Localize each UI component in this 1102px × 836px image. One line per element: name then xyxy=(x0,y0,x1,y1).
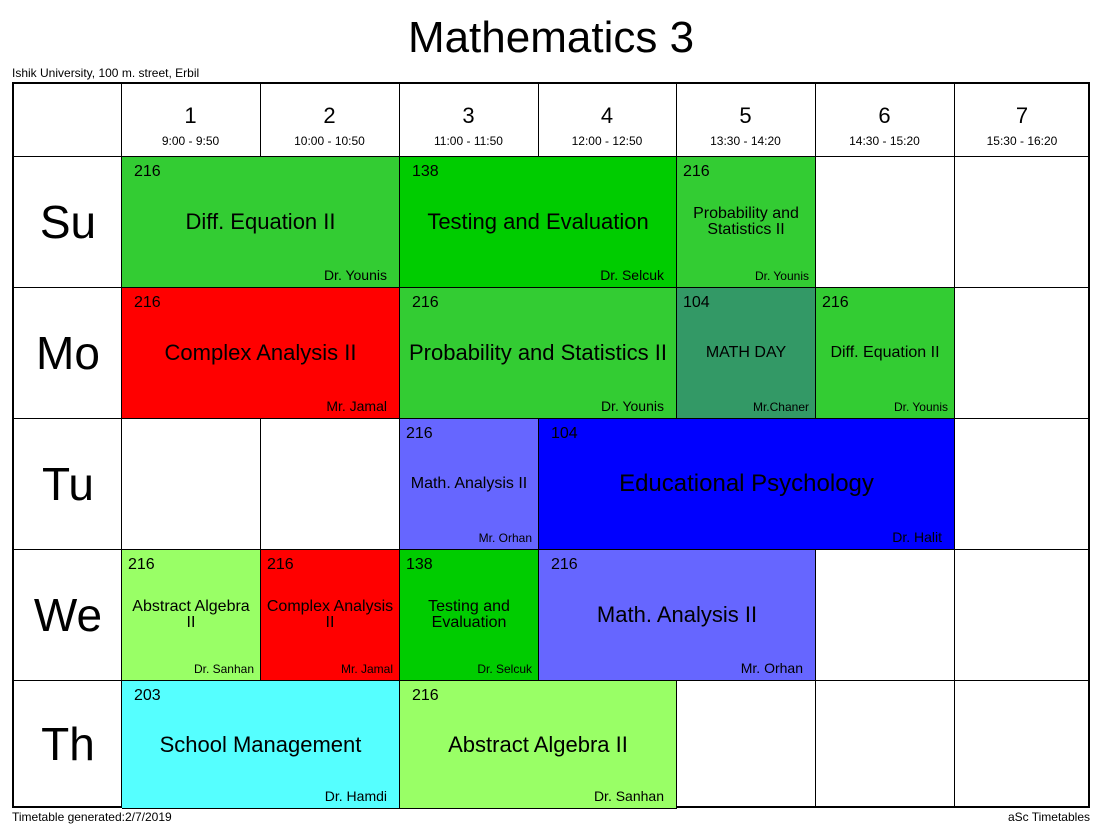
period-header xyxy=(399,84,538,156)
lesson-room: 216 xyxy=(822,294,849,311)
lesson-subject: Math. Analysis II xyxy=(410,475,528,492)
lesson-card[interactable] xyxy=(122,288,400,419)
lesson-card[interactable] xyxy=(122,681,400,809)
lesson-subject: MATH DAY xyxy=(705,344,787,361)
lesson-room: 104 xyxy=(551,425,578,442)
lesson-teacher: Dr. Halit xyxy=(892,529,942,545)
lesson-room: 216 xyxy=(683,163,710,180)
lesson-teacher: Dr. Younis xyxy=(600,398,664,414)
period-number: 3 xyxy=(462,103,475,128)
lesson-room: 138 xyxy=(406,556,433,573)
lesson-card[interactable] xyxy=(677,288,816,419)
period-number: 5 xyxy=(739,103,752,128)
generator-credit: aSc Timetables xyxy=(1007,810,1090,824)
lesson-room: 216 xyxy=(267,556,294,573)
lesson-teacher: Mr. Orhan xyxy=(478,531,532,545)
period-number: 6 xyxy=(878,103,891,128)
lesson-card[interactable] xyxy=(539,550,816,681)
period-time: 10:00 - 10:50 xyxy=(294,134,365,148)
timetable-title: Mathematics 3 xyxy=(407,13,695,62)
lesson-teacher: Mr. Orhan xyxy=(740,660,803,676)
day-label: Mo xyxy=(36,326,100,379)
period-header xyxy=(260,84,399,156)
lesson-teacher: Dr. Selcuk xyxy=(600,267,664,283)
lesson-room: 216 xyxy=(406,425,433,442)
institution-address: Ishik University, 100 m. street, Erbil xyxy=(12,66,200,80)
lesson-teacher: Mr.Chaner xyxy=(752,400,809,414)
lesson-card[interactable] xyxy=(677,157,816,288)
period-time: 15:30 - 16:20 xyxy=(986,134,1058,148)
lesson-teacher: Dr. Hamdi xyxy=(324,788,387,804)
lesson-room: 216 xyxy=(134,163,161,180)
lesson-card[interactable] xyxy=(400,288,677,419)
lesson-teacher: Dr. Younis xyxy=(323,267,387,283)
lesson-teacher: Mr. Jamal xyxy=(326,398,387,414)
period-header xyxy=(676,84,815,156)
period-time: 12:00 - 12:50 xyxy=(571,134,643,148)
lesson-teacher: Dr. Younis xyxy=(893,400,948,414)
period-time: 9:00 - 9:50 xyxy=(161,134,220,148)
period-time: 14:30 - 15:20 xyxy=(849,134,920,148)
timetable-grid xyxy=(12,82,1090,808)
lesson-card[interactable] xyxy=(539,419,955,550)
lesson-card[interactable] xyxy=(400,419,539,550)
lesson-card[interactable] xyxy=(122,550,261,681)
lesson-room: 203 xyxy=(134,687,161,704)
period-number: 7 xyxy=(1015,103,1029,128)
period-number: 2 xyxy=(323,103,336,128)
lesson-subject: Testing and Evaluation xyxy=(427,209,649,234)
lesson-room: 138 xyxy=(412,163,439,180)
lesson-subject: Math. Analysis II xyxy=(596,602,758,627)
day-label: Th xyxy=(41,718,95,770)
lesson-subject: Diff. Equation II xyxy=(185,209,336,234)
lesson-subject: Probability and Statistics II xyxy=(408,340,667,365)
period-number: 4 xyxy=(600,103,614,128)
period-header xyxy=(815,84,954,156)
lesson-card[interactable] xyxy=(816,288,955,419)
lesson-teacher: Dr. Selcuk xyxy=(477,662,532,676)
lesson-card[interactable] xyxy=(261,550,400,681)
lesson-room: 216 xyxy=(128,556,155,573)
lesson-teacher: Mr. Jamal xyxy=(340,662,393,676)
lesson-subject: Diff. Equation II xyxy=(830,344,940,361)
lesson-room: 216 xyxy=(412,294,439,311)
period-header xyxy=(538,84,676,156)
lesson-card[interactable] xyxy=(122,157,400,288)
lesson-subject: Abstract Algebra II xyxy=(132,598,250,631)
lesson-subject: Abstract Algebra II xyxy=(448,731,628,757)
lesson-subject: Educational Psychology xyxy=(619,470,874,497)
lesson-room: 216 xyxy=(134,294,161,311)
period-header xyxy=(954,84,1090,156)
lesson-subject: School Management xyxy=(159,731,362,757)
lesson-subject: Complex Analysis II xyxy=(266,598,394,631)
lesson-subject: Complex Analysis II xyxy=(164,340,357,365)
day-label: Su xyxy=(39,195,97,248)
lesson-teacher: Dr. Sanhan xyxy=(593,788,664,804)
lesson-card[interactable] xyxy=(400,157,677,288)
lesson-room: 216 xyxy=(551,556,578,573)
period-number: 1 xyxy=(184,103,197,128)
lesson-teacher: Dr. Sanhan xyxy=(193,662,254,676)
lesson-teacher: Dr. Younis xyxy=(754,269,809,283)
period-time: 13:30 - 14:20 xyxy=(710,134,781,148)
lesson-card[interactable] xyxy=(400,550,539,681)
period-header xyxy=(121,84,260,156)
day-label: Tu xyxy=(42,457,94,510)
lesson-room: 104 xyxy=(683,294,710,311)
lesson-card[interactable] xyxy=(400,681,677,809)
day-label: We xyxy=(33,588,103,641)
lesson-room: 216 xyxy=(412,687,439,704)
generated-date: Timetable generated:2/7/2019 xyxy=(12,810,172,824)
period-time: 11:00 - 11:50 xyxy=(434,134,503,148)
lesson-subject: Testing and Evaluation xyxy=(428,598,510,631)
lesson-subject: Probability and Statistics II xyxy=(693,205,799,238)
